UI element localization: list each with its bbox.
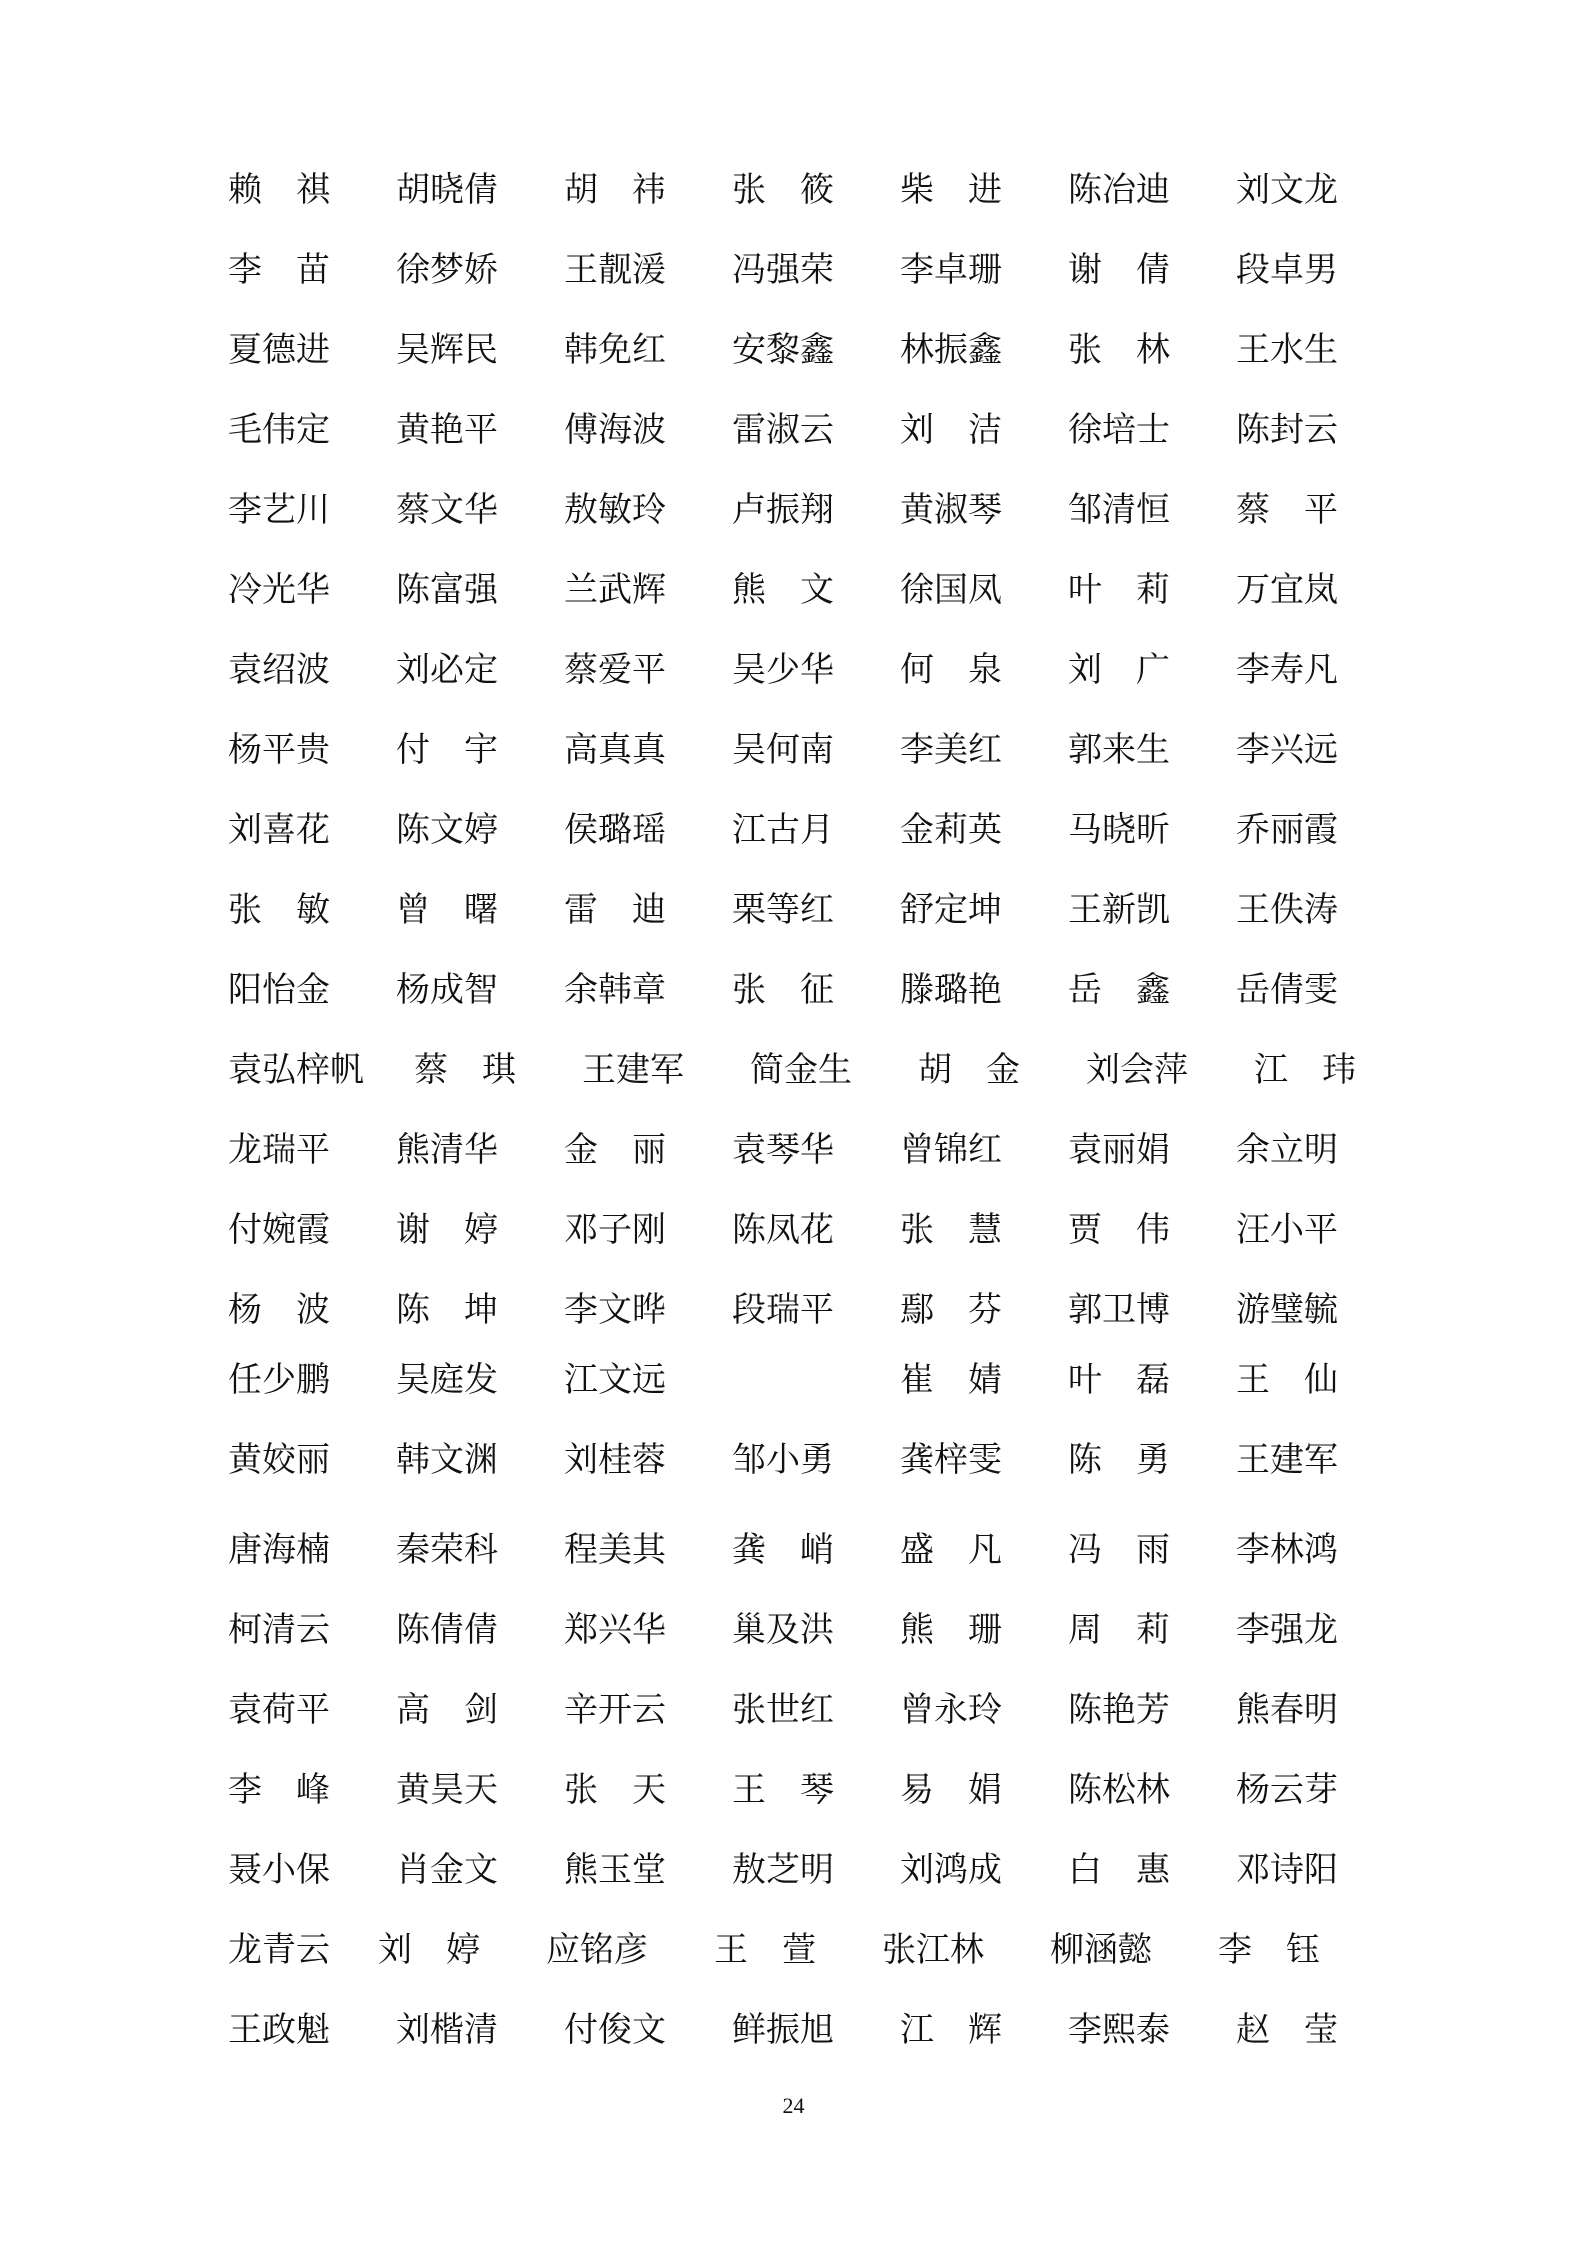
name-entry: 蔡 平 [1236, 490, 1338, 530]
name-row [228, 408, 1358, 488]
name-entry: 杨成智 [396, 970, 498, 1010]
name-entry: 赵 莹 [1236, 2010, 1338, 2050]
name-entry: 鲜振旭 [732, 2010, 834, 2050]
name-entry: 张 筱 [732, 170, 834, 210]
name-entry: 陈 坤 [396, 1290, 498, 1330]
name-entry: 敖芝明 [732, 1850, 834, 1890]
name-entry: 吴少华 [732, 650, 834, 690]
name-entry: 袁丽娟 [1068, 1130, 1170, 1170]
name-entry: 栗等红 [732, 890, 834, 930]
name-entry: 熊 珊 [900, 1610, 1002, 1650]
name-entry: 袁琴华 [732, 1130, 834, 1170]
name-entry: 简金生 [750, 1050, 852, 1090]
name-row [228, 1768, 1358, 1848]
name-entry: 龙青云 [228, 1930, 330, 1970]
name-entry: 刘 婷 [378, 1930, 480, 1970]
name-entry: 刘会萍 [1086, 1050, 1188, 1090]
name-entry: 谢 倩 [1068, 250, 1170, 290]
name-row [228, 1208, 1358, 1288]
name-entry: 王 萱 [714, 1930, 816, 1970]
name-row [228, 1438, 1358, 1518]
name-entry: 王新凯 [1068, 890, 1170, 930]
name-entry: 乔丽霞 [1236, 810, 1338, 850]
name-entry: 肖金文 [396, 1850, 498, 1890]
name-entry: 胡 祎 [564, 170, 666, 210]
name-entry: 刘鸿成 [900, 1850, 1002, 1890]
name-entry: 李文晔 [564, 1290, 666, 1330]
name-entry: 徐国凤 [900, 570, 1002, 610]
name-entry: 余立明 [1236, 1130, 1338, 1170]
name-entry: 张江林 [882, 1930, 984, 1970]
name-entry: 秦荣科 [396, 1530, 498, 1570]
name-entry: 陈松林 [1068, 1770, 1170, 1810]
name-entry: 李美红 [900, 730, 1002, 770]
name-entry: 黄姣丽 [228, 1440, 330, 1480]
name-row [228, 888, 1358, 968]
name-entry: 刘必定 [396, 650, 498, 690]
name-entry: 徐培士 [1068, 410, 1170, 450]
name-entry: 王建军 [1236, 1440, 1338, 1480]
name-entry: 段瑞平 [732, 1290, 834, 1330]
name-entry: 崔 婧 [900, 1360, 1002, 1400]
name-entry: 傅海波 [564, 410, 666, 450]
name-row [228, 1358, 1358, 1438]
name-entry: 邓诗阳 [1236, 1850, 1338, 1890]
name-entry: 陈文婷 [396, 810, 498, 850]
name-entry: 张 敏 [228, 890, 330, 930]
name-entry: 李熙泰 [1068, 2010, 1170, 2050]
name-entry: 张 天 [564, 1770, 666, 1810]
name-entry: 程美其 [564, 1530, 666, 1570]
name-entry: 杨平贵 [228, 730, 330, 770]
name-entry: 林振鑫 [900, 330, 1002, 370]
name-row [228, 168, 1358, 248]
name-row [228, 488, 1358, 568]
name-entry: 安黎鑫 [732, 330, 834, 370]
name-entry: 聂小保 [228, 1850, 330, 1890]
name-entry: 蔡 琪 [414, 1050, 516, 1090]
name-entry: 黄艳平 [396, 410, 498, 450]
name-entry: 吴何南 [732, 730, 834, 770]
name-entry: 何 泉 [900, 650, 1002, 690]
name-entry: 曾永玲 [900, 1690, 1002, 1730]
name-entry: 柯清云 [228, 1610, 330, 1650]
name-entry: 王靓湲 [564, 250, 666, 290]
name-row [228, 728, 1358, 808]
name-entry: 高 剑 [396, 1690, 498, 1730]
name-entry: 郭卫博 [1068, 1290, 1170, 1330]
name-entry: 刘文龙 [1236, 170, 1338, 210]
name-row [228, 968, 1358, 1048]
name-entry: 冯 雨 [1068, 1530, 1170, 1570]
name-entry: 刘喜花 [228, 810, 330, 850]
name-row [228, 1528, 1358, 1608]
name-entry: 徐梦娇 [396, 250, 498, 290]
name-entry: 李寿凡 [1236, 650, 1338, 690]
name-entry: 冯强荣 [732, 250, 834, 290]
name-entry: 陈凤花 [732, 1210, 834, 1250]
name-entry: 张 林 [1068, 330, 1170, 370]
name-row [228, 1048, 1358, 1128]
name-entry: 袁绍波 [228, 650, 330, 690]
name-entry: 雷 迪 [564, 890, 666, 930]
name-entry: 李艺川 [228, 490, 330, 530]
name-entry: 曾锦红 [900, 1130, 1002, 1170]
name-entry: 邹小勇 [732, 1440, 834, 1480]
name-entry: 蔡爱平 [564, 650, 666, 690]
name-entry: 柴 进 [900, 170, 1002, 210]
name-entry: 李卓珊 [900, 250, 1002, 290]
name-entry: 邹清恒 [1068, 490, 1170, 530]
name-entry: 吴辉民 [396, 330, 498, 370]
name-entry: 张 慧 [900, 1210, 1002, 1250]
name-entry: 应铭彦 [546, 1930, 648, 1970]
name-entry: 李 苗 [228, 250, 330, 290]
name-entry: 谢 婷 [396, 1210, 498, 1250]
name-entry: 陈冶迪 [1068, 170, 1170, 210]
name-entry: 舒定坤 [900, 890, 1002, 930]
name-entry: 黄淑琴 [900, 490, 1002, 530]
name-entry: 黄昊天 [396, 1770, 498, 1810]
name-entry: 王水生 [1236, 330, 1338, 370]
name-entry: 叶 磊 [1068, 1360, 1170, 1400]
name-entry: 王建军 [582, 1050, 684, 1090]
name-entry: 邓子刚 [564, 1210, 666, 1250]
name-entry: 刘 广 [1068, 650, 1170, 690]
name-entry: 郑兴华 [564, 1610, 666, 1650]
name-row [228, 1608, 1358, 1688]
name-entry: 韩免红 [564, 330, 666, 370]
name-entry: 付 宇 [396, 730, 498, 770]
name-entry: 盛 凡 [900, 1530, 1002, 1570]
name-entry: 蔡文华 [396, 490, 498, 530]
name-entry: 江 玮 [1254, 1050, 1356, 1090]
name-row [228, 2008, 1358, 2088]
name-entry: 兰武辉 [564, 570, 666, 610]
name-entry: 付婉霞 [228, 1210, 330, 1250]
name-entry: 阳怡金 [228, 970, 330, 1010]
name-entry: 贾 伟 [1068, 1210, 1170, 1250]
name-row [228, 808, 1358, 888]
name-entry: 韩文渊 [396, 1440, 498, 1480]
name-entry: 陈封云 [1236, 410, 1338, 450]
name-row [228, 328, 1358, 408]
name-entry: 陈富强 [396, 570, 498, 610]
name-entry: 熊玉堂 [564, 1850, 666, 1890]
name-entry: 汪小平 [1236, 1210, 1338, 1250]
name-entry: 鄢 芬 [900, 1290, 1002, 1330]
name-entry: 易 娟 [900, 1770, 1002, 1810]
name-entry: 赖 祺 [228, 170, 330, 210]
name-entry: 夏德进 [228, 330, 330, 370]
name-row [228, 1128, 1358, 1208]
name-entry: 王 仙 [1236, 1360, 1338, 1400]
name-entry: 刘楷清 [396, 2010, 498, 2050]
name-entry: 岳倩雯 [1236, 970, 1338, 1010]
name-entry: 龚 峭 [732, 1530, 834, 1570]
name-entry: 李 峰 [228, 1770, 330, 1810]
name-row [228, 1928, 1358, 2008]
name-entry: 陈 勇 [1068, 1440, 1170, 1480]
name-entry: 杨云芽 [1236, 1770, 1338, 1810]
name-entry: 巢及洪 [732, 1610, 834, 1650]
name-entry: 任少鹏 [228, 1360, 330, 1400]
name-entry: 马晓昕 [1068, 810, 1170, 850]
name-entry: 吴庭发 [396, 1360, 498, 1400]
name-entry: 李 钰 [1218, 1930, 1320, 1970]
name-entry: 王政魁 [228, 2010, 330, 2050]
name-entry: 龚梓雯 [900, 1440, 1002, 1480]
name-row [228, 568, 1358, 648]
name-entry: 张 征 [732, 970, 834, 1010]
name-entry: 滕璐艳 [900, 970, 1002, 1010]
name-row [228, 1848, 1358, 1928]
name-entry: 金莉英 [900, 810, 1002, 850]
name-entry: 熊 文 [732, 570, 834, 610]
name-entry: 刘桂蓉 [564, 1440, 666, 1480]
name-entry: 付俊文 [564, 2010, 666, 2050]
name-entry: 李兴远 [1236, 730, 1338, 770]
name-entry: 雷淑云 [732, 410, 834, 450]
name-entry: 唐海楠 [228, 1530, 330, 1570]
name-entry: 段卓男 [1236, 250, 1338, 290]
name-entry: 熊清华 [396, 1130, 498, 1170]
name-entry: 侯璐瑶 [564, 810, 666, 850]
name-entry: 张世红 [732, 1690, 834, 1730]
name-entry: 江 辉 [900, 2010, 1002, 2050]
page-number: 24 [782, 2093, 805, 2118]
name-entry: 江文远 [564, 1360, 666, 1400]
name-row [228, 648, 1358, 728]
name-entry: 辛开云 [564, 1690, 666, 1730]
name-entry: 袁弘梓帆 [228, 1050, 364, 1090]
name-entry: 袁荷平 [228, 1690, 330, 1730]
name-entry: 李强龙 [1236, 1610, 1338, 1650]
name-row [228, 1288, 1358, 1368]
name-entry: 陈倩倩 [396, 1610, 498, 1650]
name-entry: 刘 洁 [900, 410, 1002, 450]
name-entry: 胡晓倩 [396, 170, 498, 210]
name-entry: 白 惠 [1068, 1850, 1170, 1890]
name-entry: 岳 鑫 [1068, 970, 1170, 1010]
name-entry: 曾 曙 [396, 890, 498, 930]
name-entry: 王 琴 [732, 1770, 834, 1810]
name-entry: 柳涵懿 [1050, 1930, 1152, 1970]
name-entry: 李林鸿 [1236, 1530, 1338, 1570]
name-entry: 熊春明 [1236, 1690, 1338, 1730]
name-row [228, 248, 1358, 328]
name-entry: 王佚涛 [1236, 890, 1338, 930]
name-entry: 金 丽 [564, 1130, 666, 1170]
name-entry: 游璧毓 [1236, 1290, 1338, 1330]
name-entry: 敖敏玲 [564, 490, 666, 530]
name-entry: 高真真 [564, 730, 666, 770]
name-entry: 杨 波 [228, 1290, 330, 1330]
name-entry: 叶 莉 [1068, 570, 1170, 610]
name-entry: 毛伟定 [228, 410, 330, 450]
name-row [228, 1688, 1358, 1768]
name-entry: 冷光华 [228, 570, 330, 610]
name-entry: 周 莉 [1068, 1610, 1170, 1650]
name-entry: 龙瑞平 [228, 1130, 330, 1170]
name-entry: 余韩章 [564, 970, 666, 1010]
name-entry: 陈艳芳 [1068, 1690, 1170, 1730]
name-entry: 郭来生 [1068, 730, 1170, 770]
name-entry: 胡 金 [918, 1050, 1020, 1090]
name-entry: 卢振翔 [732, 490, 834, 530]
name-entry: 江古月 [732, 810, 834, 850]
name-entry: 万宜岚 [1236, 570, 1338, 610]
